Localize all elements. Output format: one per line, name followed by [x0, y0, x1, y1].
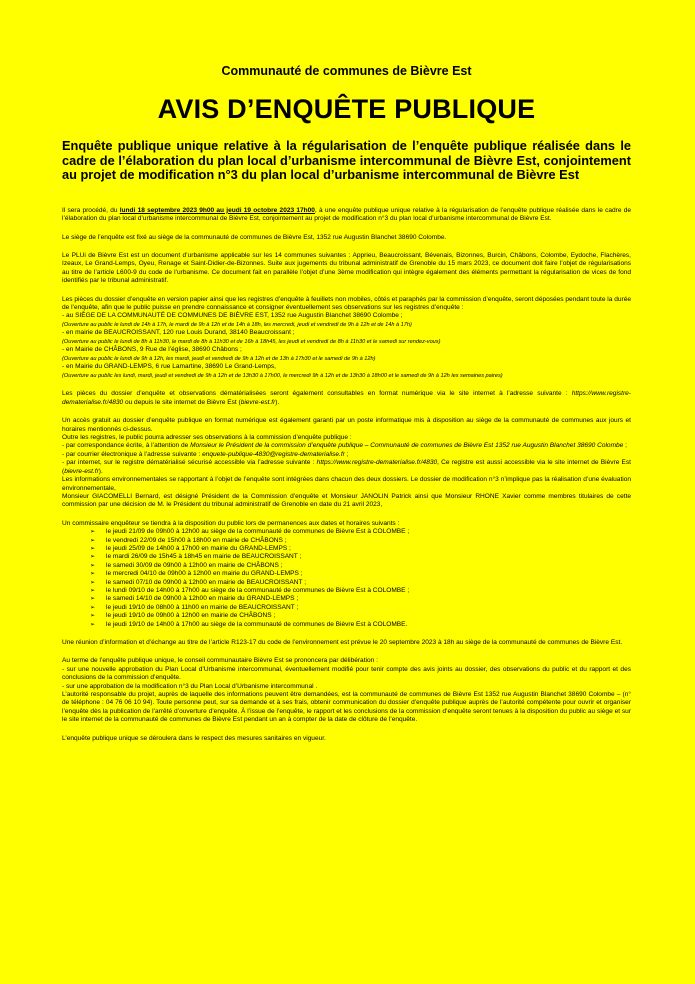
enquiry-dates: lundi 18 septembre 2023 9h00 au jeudi 19 octobre 2023 17h00 — [119, 206, 315, 214]
acces-paragraph — [62, 417, 631, 509]
lieu-line: - en Mairie du GRAND-LEMPS, 6 rue Lamartine, 38690 Le Grand-Lemps, — [62, 363, 276, 371]
internet-text-mid: , Ce registre est aussi accessible via le site internet de Bièvre Est ( — [62, 459, 631, 475]
permanences-intro: Un commissaire enquêteur se tiendra à la disposition du public lors de permanences aux dates et horaires suivants : — [62, 519, 400, 527]
lieu-hours: (Ouverture au public le lundi de 8h à 11h30, le mardi de 8h à 11h30 et de 16h à 18h45, les jeudi et vendredi de 8h à 11h30 et le samedi sur rendez-vous) — [62, 338, 441, 345]
list-item: ➢ le lundi 09/10 de 14h00 à 17h00 au siège de la communauté de communes de Bièvre Est à COLOMBE ; — [90, 587, 631, 595]
terme-intro: Au terme de l’enquête publique unique, le conseil communautaire Bièvre Est se prononcera par délibération : — [62, 657, 378, 665]
numerique-text: Les pièces du dossier d’enquête et observations dématérialisées seront également consultables en format numérique via le site internet à l’adresse suivante : — [62, 390, 572, 398]
internet-end: ). — [98, 467, 103, 475]
pieces-paragraph — [62, 296, 631, 381]
registre-link[interactable]: https://www.registre-dematerialise.fr/4830 — [62, 390, 631, 406]
list-item: ➢ le jeudi 19/10 de 14h00 à 17h00 au siège de la communauté de communes de Bièvre Est à COLOMBE. — [90, 621, 631, 629]
sanitaire-paragraph: L’enquête publique unique se déroulera dans le respect des mesures sanitaires en vigueur. — [62, 734, 326, 742]
intro-paragraph — [62, 207, 631, 224]
numerique-text-mid: ou depuis le site internet de Bièvre Est ( — [123, 398, 241, 406]
commission-line: Monsieur GIACOMELLI Bernard, est désigné Président de la Commission d’enquête et Monsieur JANOLIN Patrick ainsi que Monsieur RHONE Xavier comme membres titulaires de cette commission par une décision de M. le Président du tribunal administratif de Grenoble en date du 21 avril 2023, — [62, 492, 631, 509]
terme-item: - sur une nouvelle approbation du Plan Local d’Urbanisme intercommunal, éventuellement modifié pour tenir compte des avis joints au dossier, des observations du public et du rapport et des conclusions de la commission d’enquête. — [62, 665, 631, 682]
page-title: AVIS D’ENQUÊTE PUBLIQUE — [157, 94, 536, 124]
page-subtitle: Enquête publique unique relative à la régularisation de l’enquête publique réalisée dans le cadre de l’élaboration du plan local d’urbanisme intercommunal de Bièvre Est, conjointement au projet de modification n°3 du plan local d’urbanisme intercommunal de Bièvre Est — [62, 138, 631, 183]
permanences-section — [62, 520, 631, 629]
lieu-hours: (Ouverture au public les lundi, mardi, jeudi et vendredi de 9h à 12h et de 13h30 à 17h00, le mercredi 9h à 12h et de 13h30 à 18h00 et le samedi de 9h à 12h les semaines paires) — [62, 372, 503, 379]
terme-paragraph — [62, 657, 631, 724]
lieu-hours: (Ouverture au public le lundi de 9h à 12h, les mardi, jeudi et vendredi de 9h à 12h et de 13h à 17h30 et le samedi de 9h à 12h) — [62, 355, 376, 362]
lieu-hours: (Ouverture au public le lundi de 14h à 17h, le mardi de 9h à 12h et de 14h à 18h, les mercredi, jeudi et vendredi de 9h à 12h et de 14h à 17h) — [62, 321, 412, 328]
list-item: ➢ le samedi 07/10 de 09h00 à 12h00 en mairie de BEAUCROISSANT ; — [90, 579, 631, 587]
terme-item: - sur une approbation de la modification n°3 du Plan Local d’Urbanisme intercommunal . — [62, 682, 318, 690]
list-item: ➢ le jeudi 19/10 de 08h00 à 11h00 en mairie de BEAUCROISSANT ; — [90, 604, 631, 612]
intro-text-end: , à une enquête publique unique relative à la régularisation de l’enquête publique réalisée dans le cadre de l’élaboration du plan local d’urbanisme intercommunal de Bièvre Est, conjointement au projet de modification n°3 du plan local d’urbanisme intercommunal de Bièvre Est. — [62, 206, 632, 223]
list-item: ➢ le mardi 26/09 de 15h45 à 18h45 en mairie de BEAUCROISSANT ; — [90, 553, 631, 561]
pieces-intro: Les pièces du dossier d’enquête en version papier ainsi que les registres d’enquête à feuillets non mobiles, côtés et paraphés par la commission d’enquête, seront déposées pendant toute la durée de l’enquête, afin que le public puisse en prendre connaissance et consigner éventuellement ses observations sur les registres d’enquête : — [62, 295, 631, 312]
courrier-end: ; — [623, 442, 627, 450]
list-item: ➢ le jeudi 19/10 de 09h00 à 12h00 en mairie de CHÂBONS ; — [90, 612, 631, 620]
lieu-line: - en mairie de BEAUCROISSANT, 120 rue Louis Durand, 38140 Beaucroissant ; — [62, 329, 295, 337]
intro-text: Il sera procédé, du — [62, 206, 120, 214]
registre-link-2[interactable]: https://www.registre-dematerialise.fr/4830 — [316, 459, 438, 467]
courrier-address: Monsieur le Président de la commission d’enquête publique – Communauté de communes de Bièvre Est 1352 rue Augustin Blanchet 38690 Colombe — [190, 442, 624, 450]
lieu-line: - en Mairie de CHÂBONS, 9 Rue de l’église, 38690 Châbons ; — [62, 346, 242, 354]
notice-body — [62, 207, 631, 743]
list-item: ➢ le samedi 14/10 de 09h00 à 12h00 en mairie du GRAND-LEMPS ; — [90, 595, 631, 603]
acces-line: Un accès gratuit au dossier d’enquête publique en format numérique est également garanti par un poste informatique mis à disposition au siège de la communauté de communes aux jours et horaires mentionnés ci-dessus. — [62, 417, 631, 433]
permanences-list — [62, 528, 631, 629]
siege-paragraph: Le siège de l’enquête est fixé au siège de la communauté de communes de Bièvre Est, 1352 rue Augustin Blanchet 38690 Colombe. — [62, 233, 447, 241]
list-item: ➢ le vendredi 22/09 de 15h00 à 18h00 en mairie de CHÂBONS ; — [90, 537, 631, 545]
plui-paragraph: Le PLUi de Bièvre Est est un document d’urbanisme applicable sur les 14 communes suivantes : Apprieu, Beaucroissant, Bévenais, Bizonnes, Burcin, Châbons, Colombe, Eydoche, Flachères, Izeaux, Le Grand-Lemps, Oyeu, Renage et Saint-Didier-de-Bizonnes. Suite aux jugements du tribunal administratif de Grenoble du 15 mars 2023, ce document doit faire l’objet de régularisations au titre de l’article L600-9 du code de l’urbanisme. Ce document fait en parallèle l’objet d’une 3ème modification qui intègre également des éléments permettant la régularisation de vices de fond identifiés par le tribunal administratif. — [62, 252, 631, 285]
env-line: Les informations environnementales se rapportant à l’objet de l’enquête sont intégrées dans chacun des deux dossiers. Le dossier de modification n°3 n’implique pas la réalisation d’une évaluation environnementale, — [62, 476, 631, 492]
courrier-text: - par correspondance écrite, à l’attention de — [62, 442, 191, 450]
list-item: ➢ le samedi 30/09 de 09h00 à 12h00 en mairie de CHÂBONS ; — [90, 562, 631, 570]
list-item: ➢ le jeudi 21/09 de 09h00 à 12h00 au siège de la communauté de communes de Bièvre Est à COLOMBE ; — [90, 528, 631, 536]
site-link-2[interactable]: bievre-est.fr — [64, 467, 99, 475]
numerique-text-end: ). — [275, 398, 280, 406]
lieu-line: - au SIÈGE DE LA COMMUNAUTÉ DE COMMUNES DE BIÈVRE EST, 1352 rue Augustin Blanchet 38690 Colombe ; — [62, 312, 403, 320]
observations-line: Outre les registres, le public pourra adresser ses observations à la commission d’enquête publique : — [62, 434, 352, 442]
numerique-paragraph — [62, 390, 631, 407]
list-item: ➢ le mercredi 04/10 de 09h00 à 12h00 en mairie du GRAND-LEMPS ; — [90, 570, 631, 578]
autorite-text: L’autorité responsable du projet, auprès de laquelle des informations peuvent être demandées, est la communauté de communes de Bièvre Est 1352 rue Augustin Blanchet 38690 Colombe – (n° de téléphone : 04 76 06 10 94). Toute personne peut, sur sa demande et à ses frais, obtenir communication du dossier d’enquête publique auprès de l’autorité compétente pour ouvrir et organiser l’enquête dès la publication de l’arrêté d’ouverture d’enquête. À l’issue de l’enquête, le rapport et les conclusions de la commission d’enquête seront tenues à la disposition du public au siège et sur le site internet de la communauté de communes de Bièvre Est pendant un an à compter de la date de clôture de l’enquête. — [62, 691, 631, 724]
mail-text: - par courrier électronique à l’adresse suivante : — [62, 450, 203, 458]
site-link[interactable]: bievre-est.fr — [240, 398, 276, 406]
organisation-name: Communauté de communes de Bièvre Est — [221, 64, 472, 78]
mail-end: ; — [344, 450, 349, 458]
list-item: ➢ le jeudi 25/09 de 14h00 à 17h00 en mairie du GRAND-LEMPS ; — [90, 545, 631, 553]
email-link[interactable]: enquete-publique-4830@registre-dematerialise.fr — [202, 450, 345, 458]
reunion-paragraph: Une réunion d’information et d’échange au titre de l’article R123-17 du code de l’environnement est prévue le 20 septembre 2023 à 18h au siège de la communauté de communes de Bièvre Est. — [62, 639, 623, 646]
internet-text: - par internet, sur le registre dématérialisé sécurisé accessible via l’adresse suivante : — [62, 459, 317, 467]
